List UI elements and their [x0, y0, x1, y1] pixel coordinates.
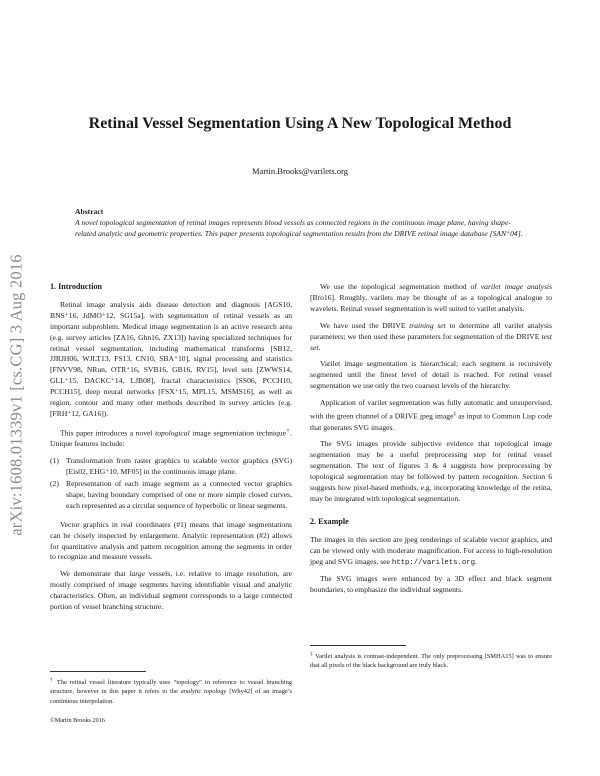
right-paragraph-4: Application of varilet segmentation was fully automatic and unsupervised, with the green channel of a DRIVE jpeg image‡ as input to Common Lisp code that generates SVG images.	[310, 398, 553, 432]
right-paragraph-2: We have used the DRIVE training set to determine all varilet analysis parameters; we then used these parameters for segmentation of the DRIVE test set.	[310, 320, 552, 352]
section-2-heading: 2. Example	[310, 516, 349, 526]
right-column	[310, 282, 552, 602]
footnote-dagger-ref[interactable]: †	[286, 427, 291, 434]
intro-paragraph-1: Retinal image analysis aids disease detection and diagnosis [AGS10, BNS⁺16, JdMO⁺12, SG15a], with segmentation of retinal vessels as an important subproblem. Medical image segmentation is an active research area (e.g. survey articles [ZA16, Ghn16, ZX13]) having specialized techniques for retinal vessel segmentation, including mathematical transforms [SB12, JJRJH06, WJLT13, FS13, CN10, SBA⁺10], signal processing and statistics [FNVV98, NRun, OTR⁺16, SVB16, GB16, RV15], level sets [ZWWS14, GLL⁺15, DACKC⁺14, LJB08], fractal characteristics [SS06, PCCH10, PCCH15], deep neural networks [FSX⁺15, MPL15, MSMS16], as well as region, contour and many other methods described in survey articles (e.g. [FRH⁺12, GA16]).	[50, 299, 292, 418]
paper-title: Retinal Vessel Segmentation Using A New Topological Method	[88, 115, 512, 132]
section-1-heading: 1. Introduction	[50, 282, 103, 291]
left-column	[50, 282, 292, 619]
varilets-link[interactable]: http://varilets.org	[391, 558, 476, 567]
list-item: (1) Transformation from raster graphics to scalable vector graphics (SVG) [Eis02, EHG⁺10, MF05] in the continuous image plane.	[50, 456, 292, 477]
list-item: (2) Representation of each image segment as a connected vector graphics shape, having boundary comprised of one or more simple closed curves, each represented as a circular sequence of hyperbolic or linear segments.	[50, 479, 292, 510]
right-paragraph-1: We use the topological segmentation method of varilet image analysis [Bro16]. Roughly, varilets may be thought of as a topological analogue to wavelets. Retinal vessel segmentation is well suited to varilet analysis.	[310, 282, 552, 313]
arxiv-id: arXiv:1608.01339v1 [cs.CG] 3 Aug 2016	[7, 254, 26, 536]
footnote-rule-right	[310, 645, 406, 646]
abstract-heading: Abstract	[75, 207, 104, 216]
abstract-body: A novel topological segmentation of retinal images represents blood vessels as connected regions in the continuous image plane, having shape-related analytic and geometric properties. This paper presents topological segmentation results from the DRIVE retinal image database [SAN⁺04].	[75, 217, 523, 238]
footnote-rule-left	[50, 671, 146, 672]
example-paragraph-2: The SVG images were enhanced by a 3D effect and black segment boundaries, to emphasize the individual segments.	[310, 574, 552, 595]
intro-paragraph-3: Vector graphics in real coordinates (#1) means that image segmentations can be closely inspected by enlargement. Analytic representation (#2) allows for quantitative analysis and pattern recognition among the segments in order to recognize and measure vessels.	[50, 519, 292, 562]
example-paragraph-1: The images in this section are jpeg renderings of scalable vector graphics, and can be viewed only with moderate magnification. For access to high-resolution jpeg and SVG images, see http://varilets.org.	[310, 534, 552, 567]
features-list	[50, 456, 292, 512]
footnote-ddagger-ref[interactable]: ‡	[453, 411, 457, 418]
author-email[interactable]: Martin.Brooks@varilets.org	[252, 166, 348, 176]
intro-paragraph-2: This paper introduces a novel topological image segmentation technique†. Unique features include:	[50, 427, 293, 449]
right-paragraph-3: Varilet image segmentation is hierarchical; each segment is recursively segmented until the finest level of detail is reached. For retinal vessel segmentation we use only the two coarsest levels of the hierarchy.	[310, 359, 552, 391]
footnote-dagger: † The retinal vessel literature typically uses “topology” in reference to vessel branching structure, however in this paper it refers to the analytic topology [Why42] of an image’s continuous interpolation.	[50, 678, 292, 705]
abstract-block	[75, 207, 527, 239]
arxiv-watermark	[4, 205, 30, 585]
intro-paragraph-4: We demonstrate that large vessels, i.e. relative to image resolution, are mostly comprised of image segments having identifiable visual and analytic characteristics. Often, an individual segment corresponds to a large connected portion of vessel branching structure.	[50, 569, 293, 612]
footnote-ddagger: ‡ Varilet analysis is contrast-independent. The only preprocessing [SMHA15] was to ensure that all pixels of the black background are truly black.	[310, 652, 553, 670]
copyright-notice: ©Martin Brooks 2016	[50, 717, 105, 724]
right-paragraph-5: The SVG images provide subjective evidence that topological image segmentation may be a useful preprocessing step for retinal vessel segmentation. The text of figures 3 & 4 suggests how preprocessing by topological segmentation may be followed by pattern recognition. Section 6 suggests how pixel-based methods, e.g. incorporating knowledge of the retina, may be integrated with topological segmentation.	[310, 439, 552, 503]
